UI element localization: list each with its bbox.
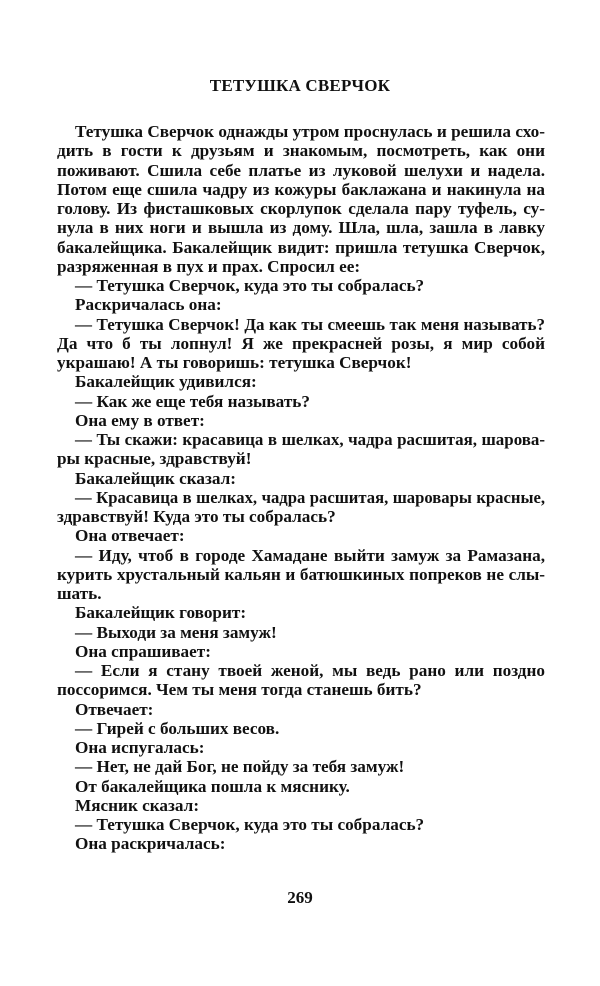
text-line: здравствуй! Куда это ты собралась? xyxy=(57,507,336,526)
text-line: Она раскричалась: xyxy=(75,834,226,854)
page-number: 269 xyxy=(287,888,313,907)
text-line: Она спрашивает: xyxy=(75,641,211,661)
text-line: — Тетушка Сверчок! Да как ты смеешь так меня называть? xyxy=(75,314,545,334)
text-line: Мясник сказал: xyxy=(75,795,200,815)
text-line: — Гирей с больших весов. xyxy=(75,718,280,738)
text-line: — Тетушка Сверчок, куда это ты собралась? xyxy=(75,815,425,834)
text-line: — Красавица в шелках, чадра расшитая, шаровары красные, xyxy=(75,487,545,507)
story-text xyxy=(57,122,545,854)
text-line: ры красные, здравствуй! xyxy=(57,449,252,469)
text-line: — Ты скажи: красавица в шелках, чадра расшитая, шарова- xyxy=(75,430,545,449)
text-line: От бакалейщика пошла к мяснику. xyxy=(75,776,350,796)
text-line: Бакалейщик удивился: xyxy=(75,372,257,392)
text-line: поссоримся. Чем ты меня тогда станешь бить? xyxy=(57,680,422,700)
text-line: — Если я стану твоей женой, мы ведь рано или поздно xyxy=(75,661,545,680)
text-line: Раскричалась она: xyxy=(75,295,222,315)
text-line: украшаю! А ты говоришь: тетушка Сверчок! xyxy=(57,353,412,372)
text-line: поживают. Сшила себе платье из луковой шелухи и надела. xyxy=(57,160,545,180)
text-line: голову. Из фисташковых скорлупок сделала пару туфель, су- xyxy=(57,199,545,218)
text-line: бакалейщика. Бакалейщик видит: пришла тетушка Сверчок, xyxy=(57,237,545,257)
text-line: — Выходи за меня замуж! xyxy=(75,622,277,642)
text-line: — Как же еще тебя называть? xyxy=(75,391,310,411)
text-line: разряженная в пух и прах. Спросил ее: xyxy=(57,256,361,276)
text-line: Она отвечает: xyxy=(75,526,185,546)
text-line: Потом еще сшила чадру из кожуры баклажана и накинула на xyxy=(57,179,545,199)
text-line: нула в них ноги и вышла из дому. Шла, шла, зашла в лавку xyxy=(57,218,545,238)
text-line: — Нет, не дай Бог, не пойду за тебя замуж! xyxy=(75,757,405,777)
page-title: ТЕТУШКА СВЕРЧОК xyxy=(209,76,391,95)
text-line: — Тетушка Сверчок, куда это ты собралась? xyxy=(75,276,425,295)
text-line: — Иду, чтоб в городе Хамадане выйти замуж за Рамазана, xyxy=(75,545,545,565)
text-line: Да что б ты лопнул! Я же прекрасней розы, я мир собой xyxy=(57,333,545,353)
text-line: шать. xyxy=(57,584,102,603)
text-line: дить в гости к друзьям и знакомым, посмотреть, как они xyxy=(57,141,545,161)
text-line: Бакалейщик говорит: xyxy=(75,603,247,623)
text-line: Она ему в ответ: xyxy=(75,410,205,430)
text-line: Отвечает: xyxy=(75,699,154,719)
text-line: Она испугалась: xyxy=(75,738,205,757)
text-line: Тетушка Сверчок однажды утром проснулась и решила схо- xyxy=(75,122,545,141)
text-line: Бакалейщик сказал: xyxy=(75,468,237,488)
text-line: курить хрустальный кальян и батюшкиных попреков не слы- xyxy=(57,564,545,584)
